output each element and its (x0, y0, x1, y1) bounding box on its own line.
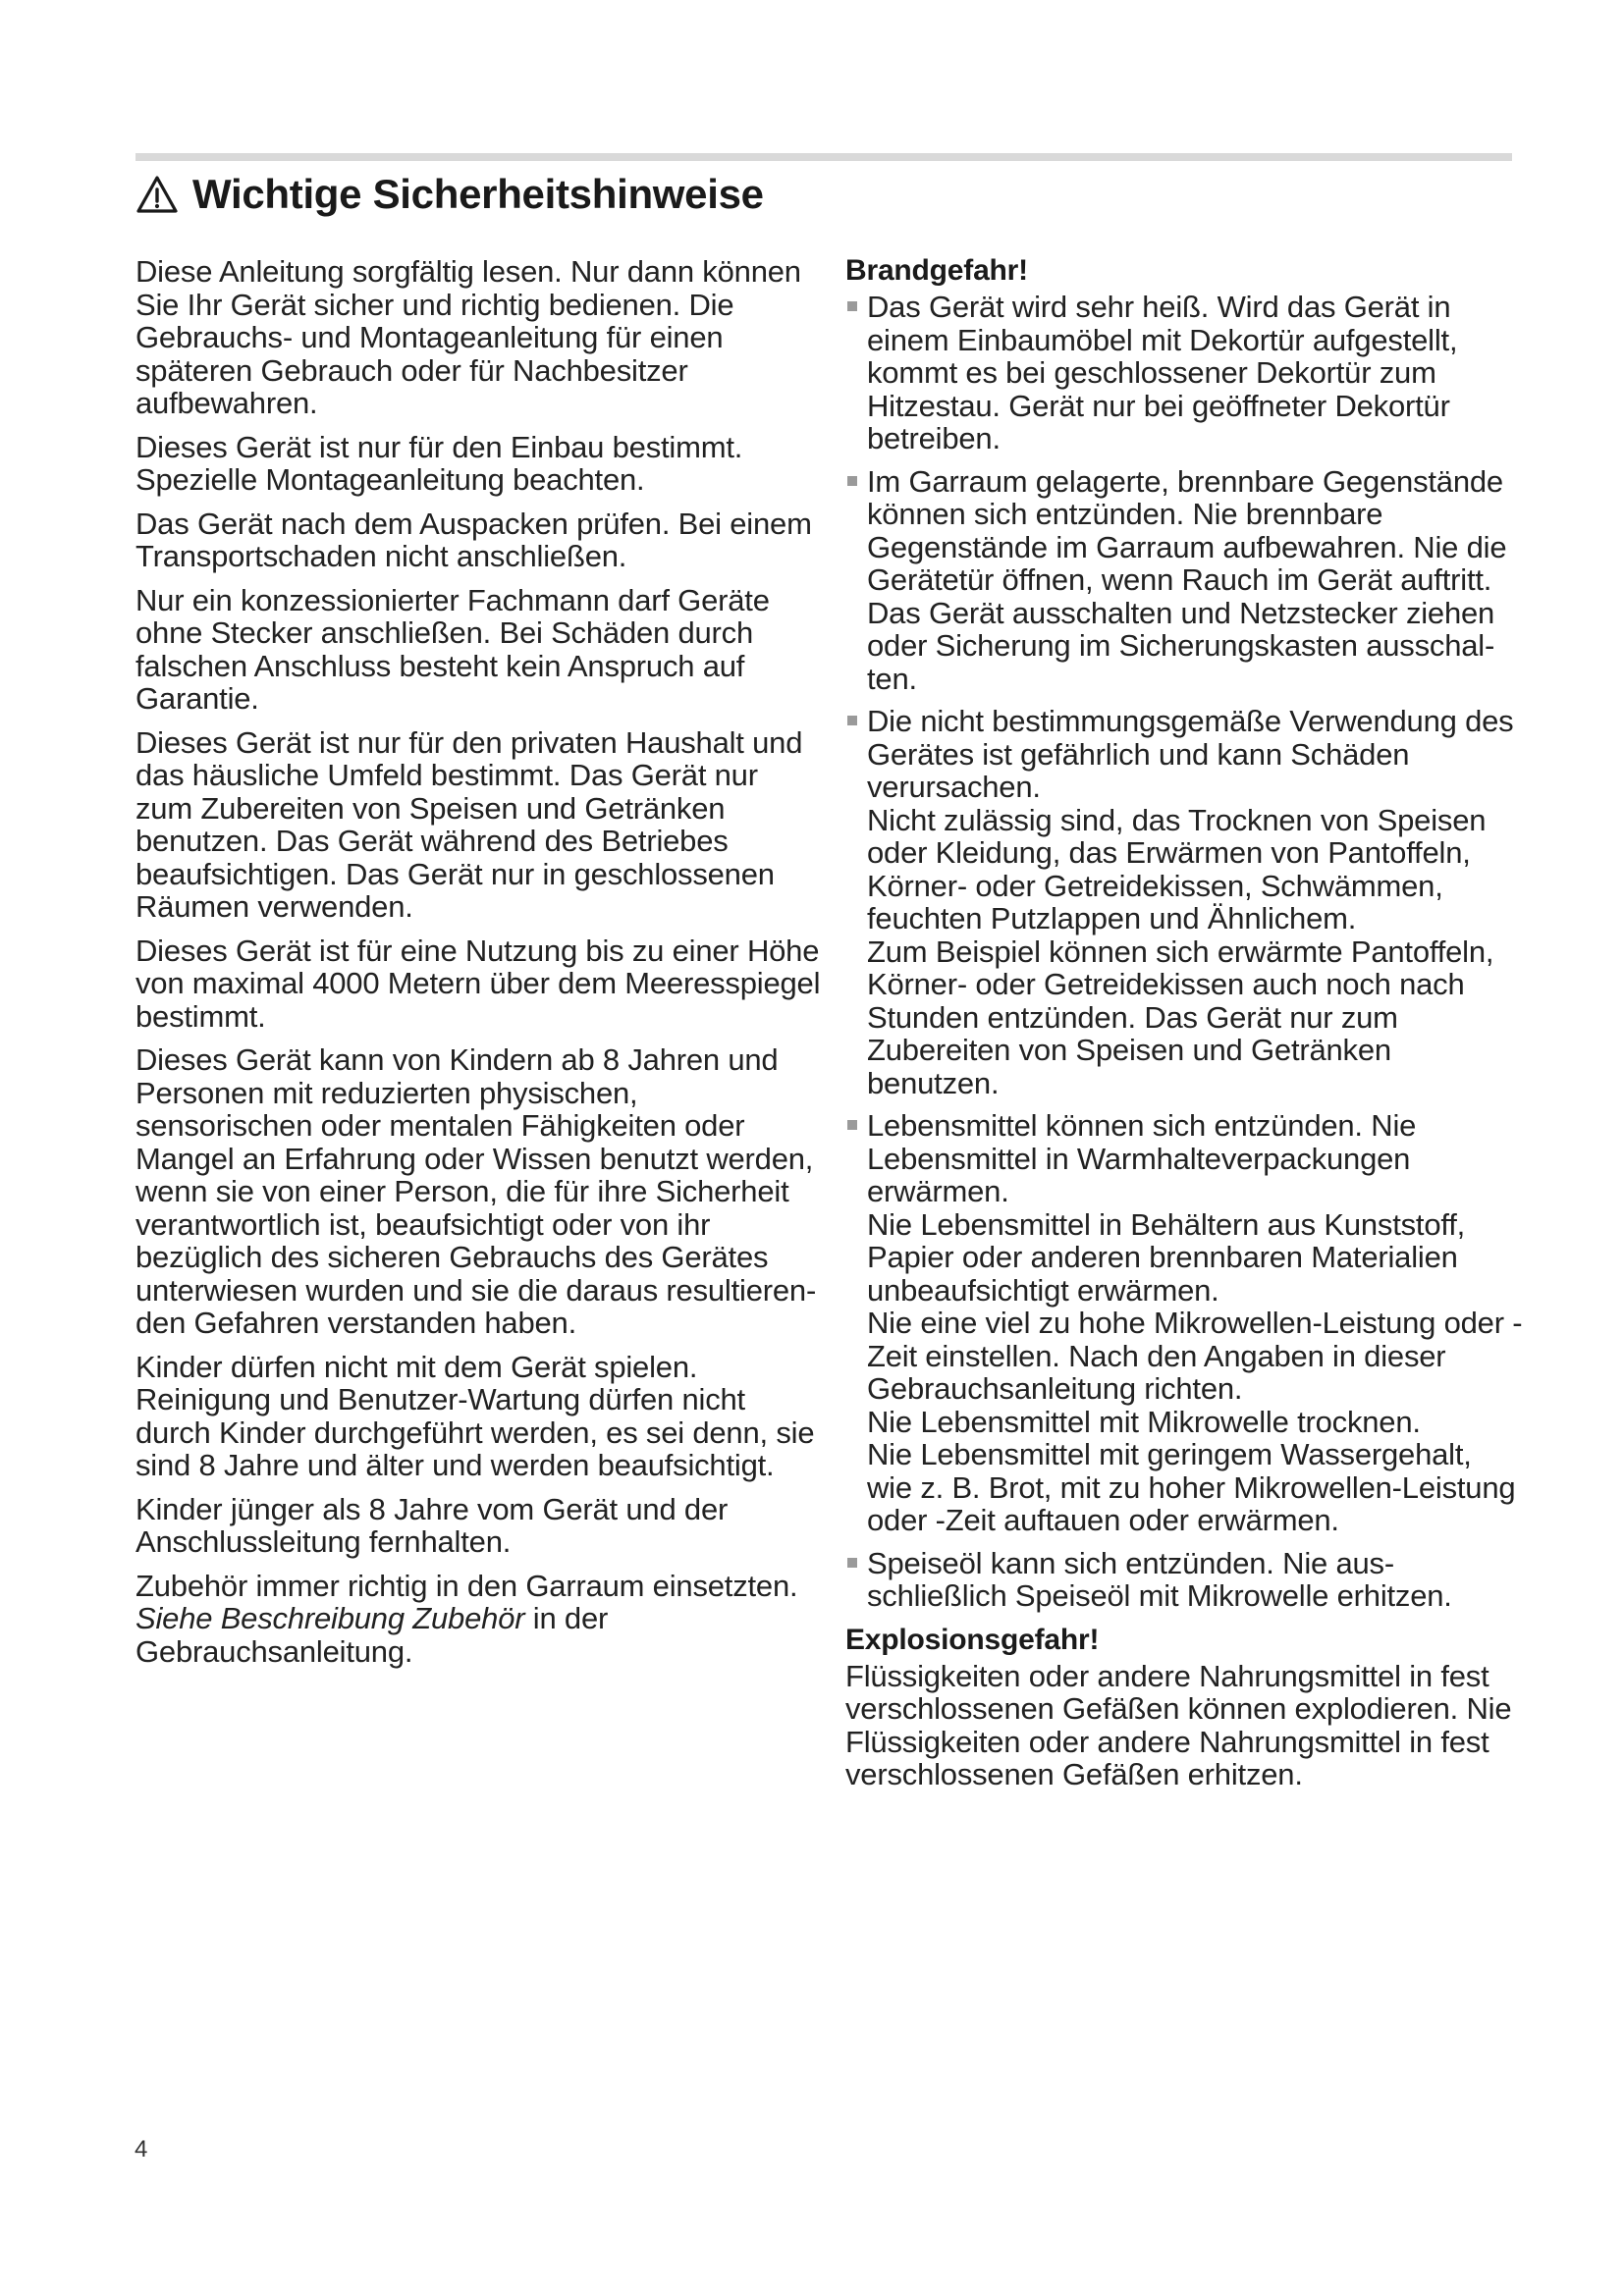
bullet-square-icon (847, 1558, 857, 1568)
bullet-square-icon (847, 1120, 857, 1130)
paragraph-specialist-connection: Nur ein konzessionierter Fachmann darf Geräte ohne Stecker anschließen. Bei Schäden durch falschen Anschluss besteht kein Anspruch auf Garantie. (135, 582, 770, 716)
accessories-reference: Siehe Beschreibung Zubehör (135, 1601, 525, 1635)
page-title-text: Wichtige Sicherheitshinweise (192, 171, 764, 217)
paragraph-children-supervision: Dieses Gerät kann von Kindern ab 8 Jahren und Personen mit reduzierten physischen, sensorischen oder mentalen Fähigkeiten oder Mangel an Erfahrung oder Wissen benutzt werden, wenn sie von einer Person, die für ihre Sicherheit verantwortlich ist, beaufsichtigt oder von ihr bezüglich des sicheren Gebrauchs des Gerätes unterwiesen wurden und sie die daraus resultierenden Gefahren verstanden haben. (135, 1042, 817, 1340)
bullet-text: Im Garraum gelagerte, brennbare Gegenstände können sich entzünden. Nie brennbare Gegenstände im Garraum aufbewahren. Nie die Gerätetür öffnen, wenn Rauch im Gerät auftritt. Das Gerät ausschalten und Netzstecker ziehen oder Sicherung im Sicherungskasten ausschalten. (867, 463, 1507, 696)
bullet-text: Speiseöl kann sich entzünden. Nie ausschließlich Speiseöl mit Mikrowelle erhitzen. (867, 1545, 1452, 1613)
fire-bullet (845, 291, 1523, 455)
bullet-square-icon (847, 476, 857, 486)
accessories-text-end: in der Gebrauchsanleitung. (135, 1601, 609, 1669)
bullet-text: Das Gerät wird sehr heiß. Wird das Gerät in einem Einbaumöbel mit Dekortür aufgestellt, kommt es bei geschlossener Dekortür zum Hitzestau. Gerät nur bei geöffneter Dekortür betreiben. (867, 290, 1458, 455)
bullet-text: Nie eine viel zu hohe Mikrowellen-Leistung oder -Zeit einstellen. Nach den Angaben in dieser Gebrauchsanleitung richten. (867, 1306, 1523, 1406)
paragraph-built-in-only: Dieses Gerät ist nur für den Einbau bestimmt. Spezielle Montageanleitung beachten. (135, 429, 743, 497)
accessories-text-start: Zubehör immer richtig in den Garraum einsetzten. (135, 1568, 798, 1603)
fire-bullet (845, 1109, 1523, 1537)
explosion-hazard-heading: Explosionsgefahr! (845, 1623, 1100, 1656)
bullet-square-icon (847, 716, 857, 725)
top-rule (135, 153, 1512, 161)
paragraph-household-use: Dieses Gerät ist nur für den privaten Haushalt und das häusliche Umfeld bestimmt. Das Gerät nur zum Zubereiten von Speisen und Getränken benutzen. Das Gerät während des Betriebes beaufsichtigen. Das Gerät nur in geschlossenen Räumen verwenden. (135, 724, 803, 924)
paragraph-altitude-limit: Dieses Gerät ist für eine Nutzung bis zu einer Höhe von maximal 4000 Metern über dem Meeresspiegel bestimmt. (135, 933, 821, 1034)
warning-triangle-icon (135, 175, 179, 214)
paragraph-accessories (135, 1570, 823, 1669)
paragraph-check-after-unpacking: Das Gerät nach dem Auspacken prüfen. Bei einem Transportschaden nicht anschließen. (135, 506, 812, 573)
fire-hazard-heading: Brandgefahr! (845, 254, 1028, 287)
bullet-text: Nie Lebensmittel in Behältern aus Kunststoff, Papier oder anderen brennbaren Materialien unbeaufsichtigt erwärmen. (867, 1206, 1466, 1308)
fire-bullet (845, 1547, 1523, 1613)
bullet-text: Nicht zulässig sind, das Trocknen von Speisen oder Kleidung, das Erwärmen von Pantoffeln, Körner- oder Getreidekissen, Schwämmen, feuchten Putzlappen und Ähnlichem. (867, 802, 1487, 935)
bullet-text: Nie Lebensmittel mit Mikrowelle trocknen. (867, 1404, 1421, 1439)
bullet-text: Nie Lebensmittel mit geringem Wassergehalt, wie z. B. Brot, mit zu hoher Mikrowellen-Leistung oder -Zeit auftauen oder erwärmen. (867, 1437, 1516, 1537)
fire-bullet (845, 465, 1523, 696)
fire-bullet (845, 705, 1523, 1099)
bullet-square-icon (847, 301, 857, 311)
right-column (845, 253, 1523, 1802)
left-column (135, 255, 823, 1679)
page-number: 4 (135, 2136, 148, 2163)
bullet-text: Die nicht bestimmungsgemäße Verwendung des Gerätes ist gefährlich und kann Schäden verursachen. (867, 704, 1514, 804)
explosion-hazard-text: Flüssigkeiten oder andere Nahrungsmittel in fest verschlossenen Gefäßen können explodieren. Nie Flüssigkeiten oder andere Nahrungsmittel in fest verschlossenen Gefäßen erhitzen. (845, 1658, 1512, 1791)
bullet-text: Zum Beispiel können sich erwärmte Pantoffeln, Körner- oder Getreidekissen auch noch nach Stunden entzünden. Das Gerät nur zum Zubereiten von Speisen und Getränken benutzen. (867, 934, 1494, 1100)
paragraph-children-under-8: Kinder jünger als 8 Jahre vom Gerät und der Anschlussleitung fernhalten. (135, 1491, 729, 1559)
paragraph-children-play: Kinder dürfen nicht mit dem Gerät spielen. Reinigung und Benutzer-Wartung dürfen nicht durch Kinder durchgeführt werden, es sei denn, sie sind 8 Jahre und älter und werden beaufsichtigt. (135, 1349, 815, 1482)
paragraph-read-manual: Diese Anleitung sorgfältig lesen. Nur dann können Sie Ihr Gerät sicher und richtig bedienen. Die Gebrauchs- und Montageanleitung für einen späteren Gebrauch oder für Nachbesitzer aufbewahren. (135, 254, 801, 420)
bullet-text: Lebensmittel können sich entzünden. Nie Lebensmittel in Warmhalteverpackungen erwärmen. (867, 1108, 1417, 1208)
page-title (135, 165, 764, 224)
